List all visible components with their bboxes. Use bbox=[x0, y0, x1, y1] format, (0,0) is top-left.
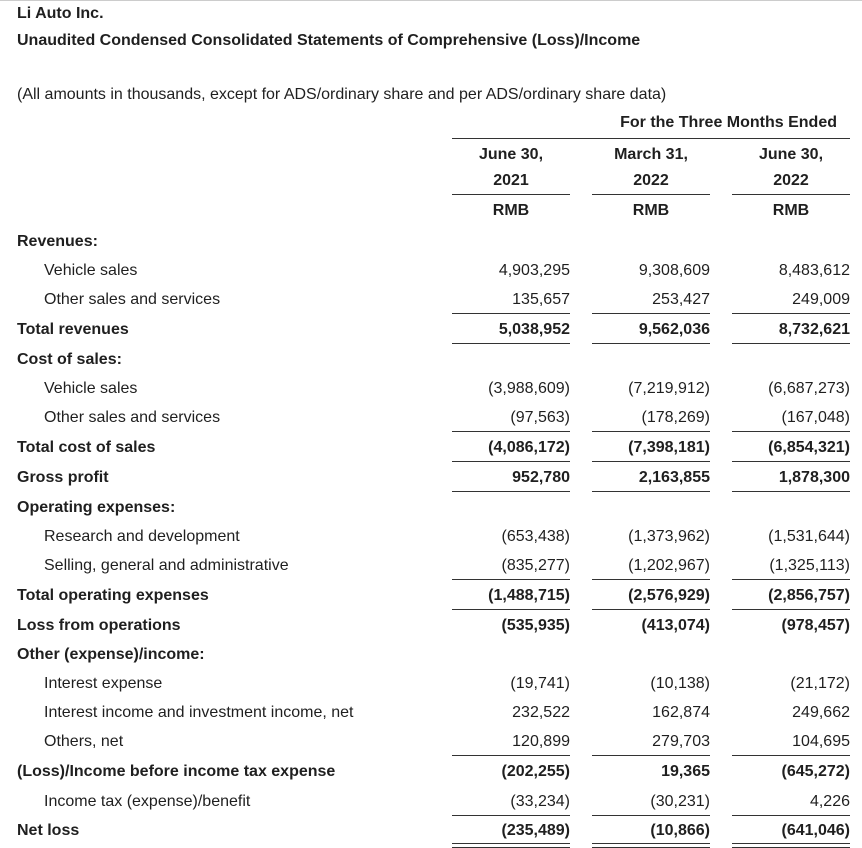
row-label: Operating expenses: bbox=[17, 499, 176, 516]
row-label: Total operating expenses bbox=[17, 587, 209, 604]
row-label: Total revenues bbox=[17, 321, 129, 338]
row-label: Total cost of sales bbox=[17, 439, 156, 456]
row-value-col1: 5,038,952 bbox=[498, 321, 570, 338]
underline-rule bbox=[592, 755, 710, 756]
row-value-col1: (33,234) bbox=[510, 793, 570, 810]
row-value-col3: 1,878,300 bbox=[778, 469, 850, 486]
row-value-col2: (413,074) bbox=[641, 617, 710, 634]
table-row bbox=[0, 346, 862, 375]
row-value-col1: 4,903,295 bbox=[498, 262, 570, 279]
row-value-col3: 104,695 bbox=[792, 733, 850, 750]
table-row bbox=[0, 494, 862, 523]
underline-rule bbox=[732, 461, 850, 462]
amounts-note: (All amounts in thousands, except for ADS/ordinary share and per ADS/ordinary share data) bbox=[17, 86, 667, 103]
row-label: Other (expense)/income: bbox=[17, 646, 205, 663]
underline-rule bbox=[592, 579, 710, 580]
col3-date: June 30, bbox=[758, 146, 824, 163]
row-value-col3: (645,272) bbox=[781, 763, 850, 780]
underline-rule bbox=[732, 579, 850, 580]
row-label: Vehicle sales bbox=[44, 262, 138, 279]
row-value-col3: (641,046) bbox=[781, 822, 850, 839]
col3-header-rule bbox=[732, 194, 850, 195]
table-row bbox=[0, 612, 862, 641]
row-value-col3: 249,009 bbox=[792, 291, 850, 308]
row-value-col2: (30,231) bbox=[650, 793, 710, 810]
row-value-col1: (835,277) bbox=[501, 557, 570, 574]
period-label: For the Three Months Ended bbox=[620, 114, 837, 131]
row-value-col3: (2,856,757) bbox=[768, 587, 850, 604]
row-value-col1: (4,086,172) bbox=[488, 439, 570, 456]
underline-rule bbox=[452, 755, 570, 756]
row-label: Loss from operations bbox=[17, 617, 181, 634]
col3-currency: RMB bbox=[772, 202, 810, 219]
row-label: Other sales and services bbox=[44, 291, 221, 308]
row-label: Gross profit bbox=[17, 469, 109, 486]
table-row bbox=[0, 582, 862, 611]
row-label: Research and development bbox=[44, 528, 240, 545]
row-value-col2: 279,703 bbox=[652, 733, 710, 750]
underline-rule bbox=[452, 431, 570, 432]
row-label: Cost of sales: bbox=[17, 351, 122, 368]
col1-currency: RMB bbox=[492, 202, 530, 219]
table-row bbox=[0, 728, 862, 757]
row-value-col1: (202,255) bbox=[501, 763, 570, 780]
underline-rule bbox=[732, 313, 850, 314]
row-value-col2: (1,373,962) bbox=[628, 528, 710, 545]
underline-rule bbox=[452, 343, 570, 344]
row-value-col1: 232,522 bbox=[512, 704, 570, 721]
underline-rule bbox=[452, 579, 570, 580]
row-value-col1: 135,657 bbox=[512, 291, 570, 308]
table-row bbox=[0, 434, 862, 463]
underline-rule bbox=[592, 313, 710, 314]
row-value-col1: (19,741) bbox=[510, 675, 570, 692]
col3-year: 2022 bbox=[773, 172, 809, 189]
row-label: (Loss)/Income before income tax expense bbox=[17, 763, 336, 780]
col2-date: March 31, bbox=[614, 146, 688, 163]
row-value-col1: (535,935) bbox=[501, 617, 570, 634]
table-row bbox=[0, 699, 862, 728]
underline-rule bbox=[452, 491, 570, 492]
col2-currency: RMB bbox=[632, 202, 670, 219]
row-value-col2: 2,163,855 bbox=[638, 469, 710, 486]
row-value-col3: 8,732,621 bbox=[778, 321, 850, 338]
underline-rule bbox=[592, 431, 710, 432]
table-row bbox=[0, 523, 862, 552]
row-value-col2: 162,874 bbox=[652, 704, 710, 721]
row-value-col3: 249,662 bbox=[792, 704, 850, 721]
row-value-col2: (178,269) bbox=[641, 409, 710, 426]
top-border bbox=[0, 0, 862, 1]
underline-rule bbox=[732, 491, 850, 492]
row-label: Interest expense bbox=[44, 675, 163, 692]
row-value-col2: (7,398,181) bbox=[628, 439, 710, 456]
table-row bbox=[0, 788, 862, 817]
row-value-col1: (1,488,715) bbox=[488, 587, 570, 604]
statement-title: Unaudited Condensed Consolidated Statements of Comprehensive (Loss)/Income bbox=[17, 32, 641, 49]
underline-rule bbox=[592, 461, 710, 462]
table-row bbox=[0, 375, 862, 404]
header-rule bbox=[452, 138, 850, 139]
row-label: Other sales and services bbox=[44, 409, 221, 426]
table-row bbox=[0, 670, 862, 699]
table-row bbox=[0, 257, 862, 286]
col2-header-rule bbox=[592, 194, 710, 195]
underline-rule bbox=[592, 815, 710, 816]
row-label: Revenues: bbox=[17, 233, 98, 250]
table-row bbox=[0, 552, 862, 581]
table-row bbox=[0, 228, 862, 257]
underline-rule bbox=[452, 815, 570, 816]
row-value-col1: (235,489) bbox=[501, 822, 570, 839]
table-row bbox=[0, 404, 862, 433]
row-value-col3: (6,854,321) bbox=[768, 439, 850, 456]
underline-rule bbox=[732, 431, 850, 432]
underline-rule bbox=[452, 461, 570, 462]
underline-rule bbox=[732, 815, 850, 816]
underline-rule bbox=[732, 343, 850, 344]
row-value-col3: (978,457) bbox=[781, 617, 850, 634]
underline-rule bbox=[452, 313, 570, 314]
row-value-col3: (21,172) bbox=[790, 675, 850, 692]
row-label: Others, net bbox=[44, 733, 124, 750]
row-value-col3: (1,325,113) bbox=[769, 557, 850, 574]
row-value-col1: 952,780 bbox=[512, 469, 570, 486]
table-row bbox=[0, 817, 862, 846]
row-label: Interest income and investment income, net bbox=[44, 704, 354, 721]
table-row bbox=[0, 464, 862, 493]
row-label: Vehicle sales bbox=[44, 380, 138, 397]
table-row bbox=[0, 641, 862, 670]
row-value-col2: (7,219,912) bbox=[628, 380, 710, 397]
table-row bbox=[0, 758, 862, 787]
table-row bbox=[0, 286, 862, 315]
underline-rule bbox=[732, 755, 850, 756]
row-value-col1: (653,438) bbox=[501, 528, 570, 545]
row-value-col3: 4,226 bbox=[809, 793, 850, 810]
row-value-col1: (97,563) bbox=[510, 409, 570, 426]
row-value-col3: (1,531,644) bbox=[768, 528, 850, 545]
underline-rule bbox=[592, 491, 710, 492]
col2-year: 2022 bbox=[633, 172, 669, 189]
row-value-col2: (10,138) bbox=[650, 675, 710, 692]
row-label: Net loss bbox=[17, 822, 80, 839]
row-value-col3: 8,483,612 bbox=[778, 262, 850, 279]
col1-header-rule bbox=[452, 194, 570, 195]
underline-rule bbox=[592, 609, 710, 610]
row-value-col2: 19,365 bbox=[661, 763, 710, 780]
underline-rule bbox=[732, 609, 850, 610]
row-value-col3: (6,687,273) bbox=[768, 380, 850, 397]
company-name: Li Auto Inc. bbox=[17, 5, 104, 22]
row-value-col3: (167,048) bbox=[781, 409, 850, 426]
underline-rule bbox=[592, 343, 710, 344]
row-value-col2: (1,202,967) bbox=[628, 557, 710, 574]
row-value-col2: 9,562,036 bbox=[638, 321, 710, 338]
row-label: Selling, general and administrative bbox=[44, 557, 289, 574]
col1-year: 2021 bbox=[493, 172, 529, 189]
row-value-col1: 120,899 bbox=[512, 733, 570, 750]
row-value-col2: (2,576,929) bbox=[628, 587, 710, 604]
table-row bbox=[0, 316, 862, 345]
col1-date: June 30, bbox=[478, 146, 544, 163]
row-value-col1: (3,988,609) bbox=[488, 380, 570, 397]
row-value-col2: 253,427 bbox=[652, 291, 710, 308]
row-value-col2: 9,308,609 bbox=[638, 262, 710, 279]
underline-rule bbox=[452, 609, 570, 610]
row-value-col2: (10,866) bbox=[650, 822, 710, 839]
row-label: Income tax (expense)/benefit bbox=[44, 793, 251, 810]
